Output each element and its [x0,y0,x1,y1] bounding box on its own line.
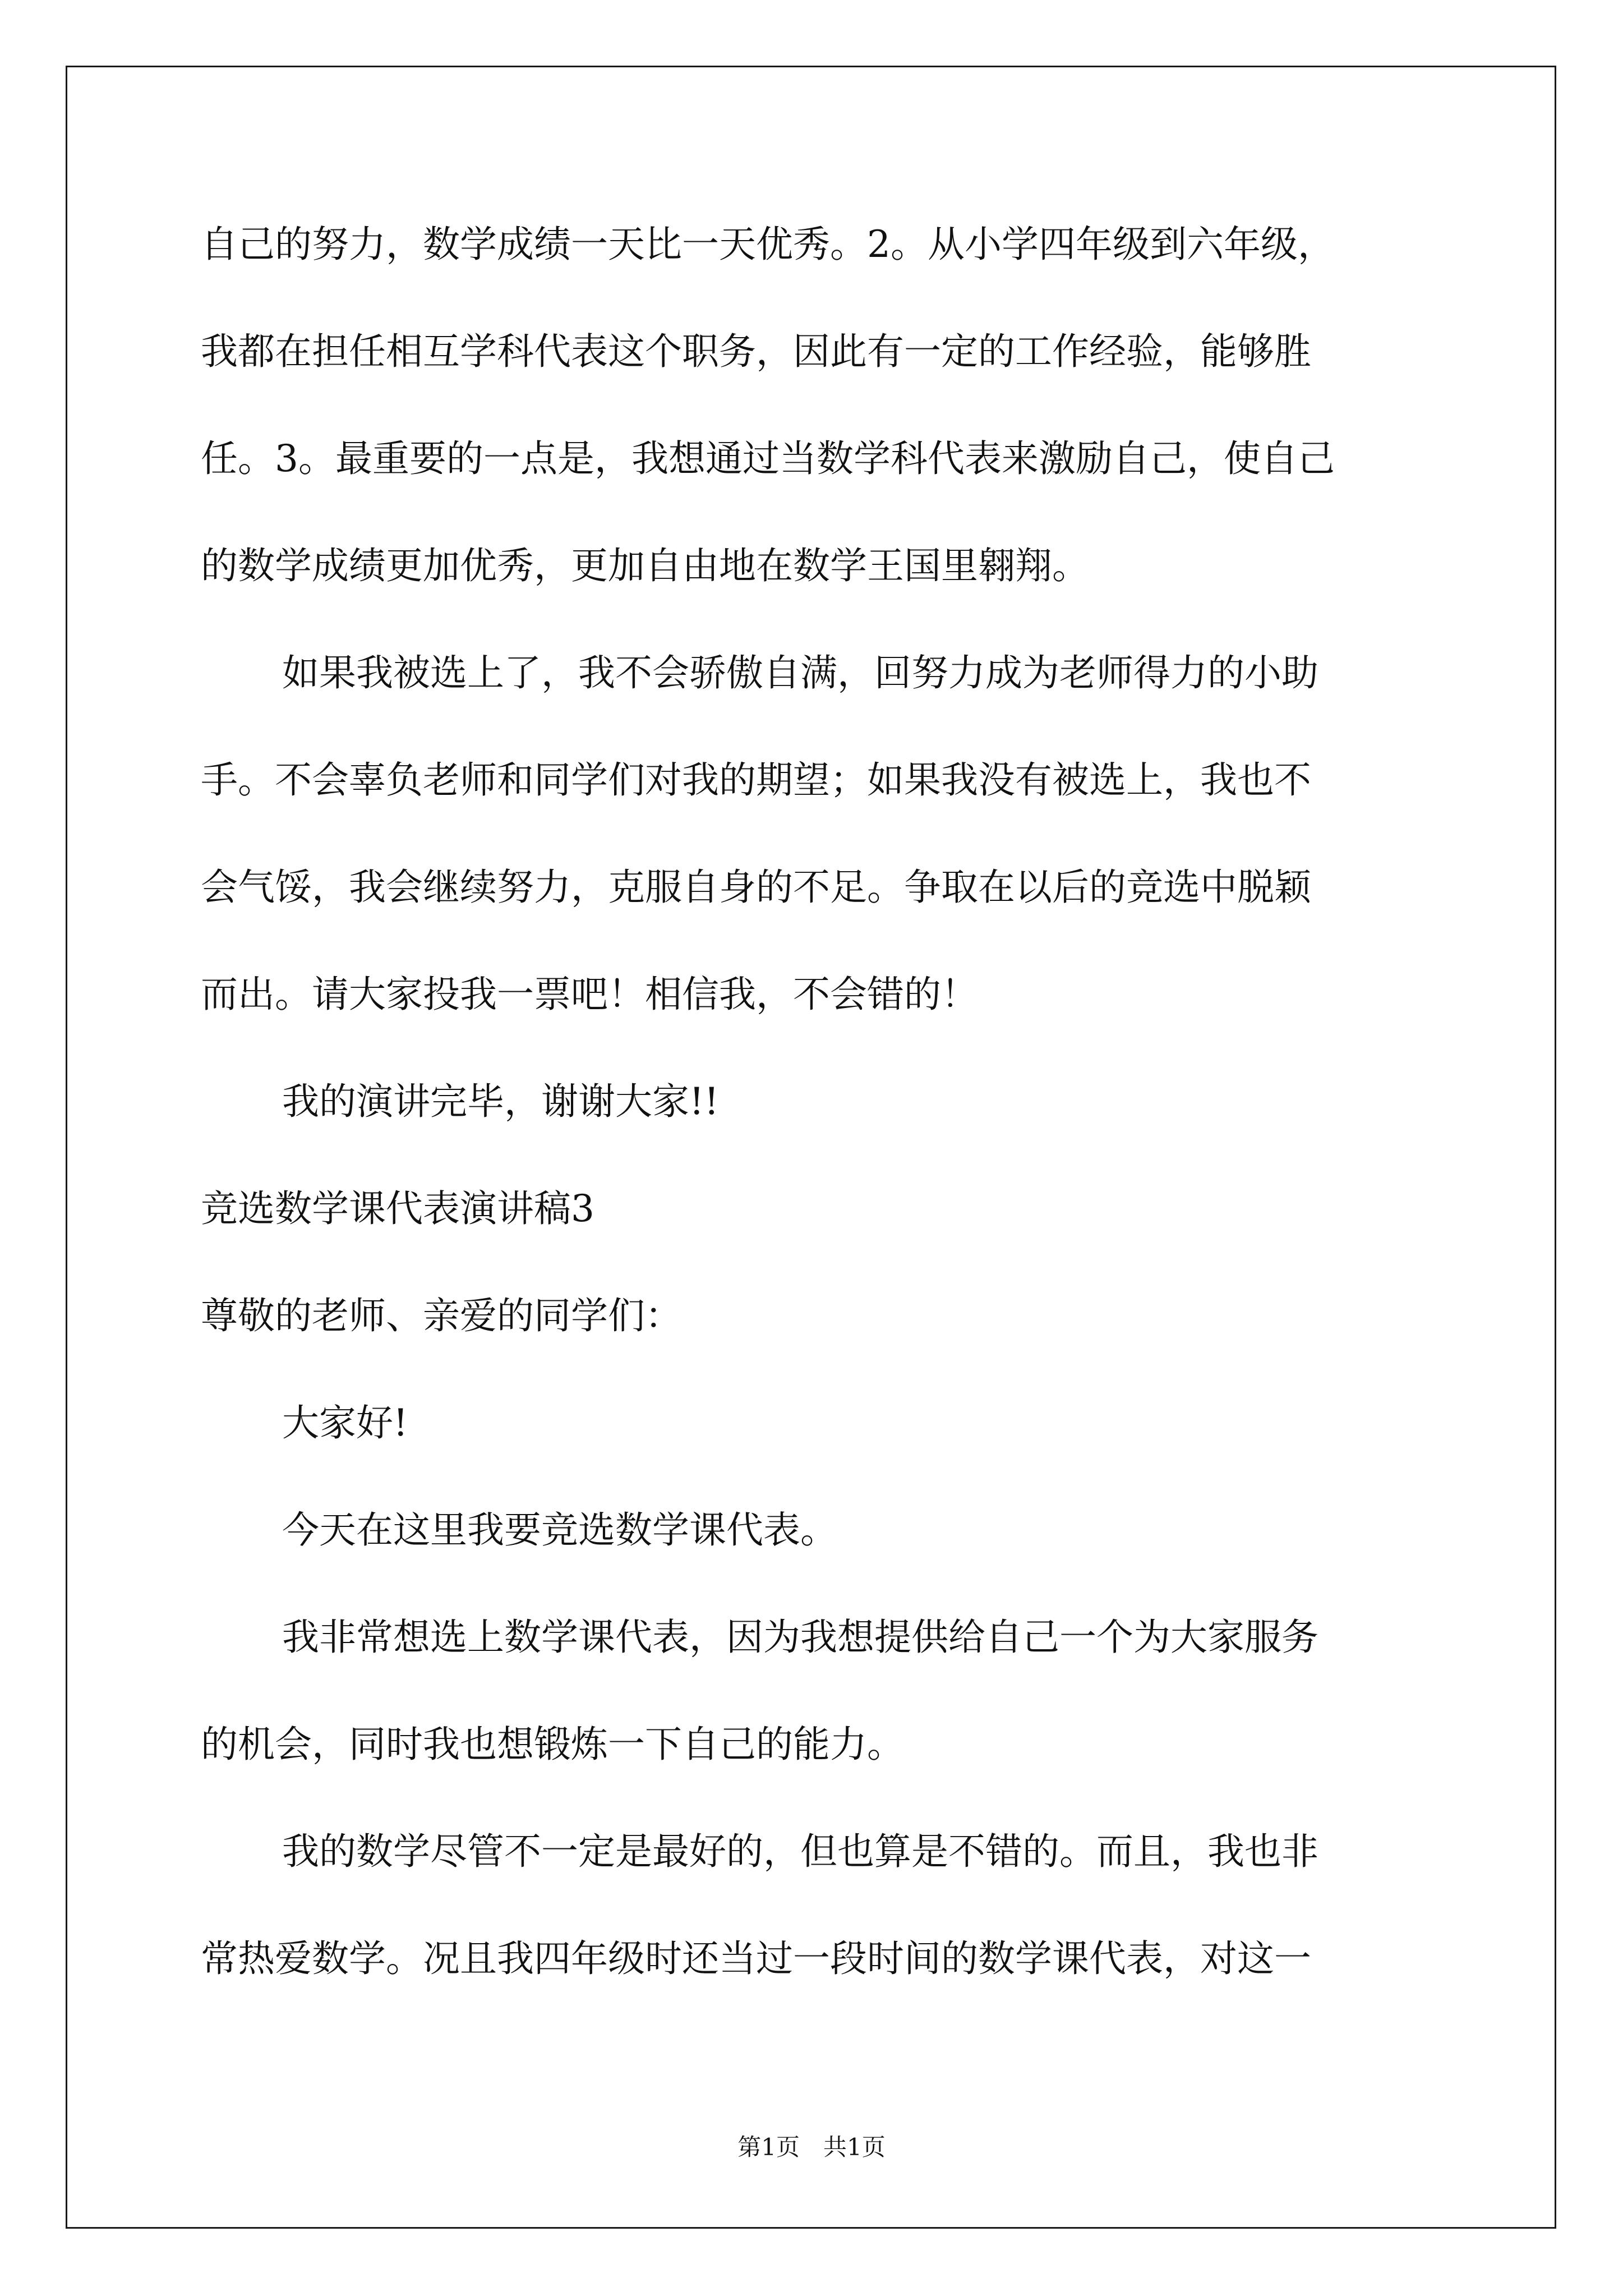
text-line-2: 我都在担任相互学科代表这个职务，因此有一定的工作经验，能够胜 [201,330,1311,373]
salutation: 尊敬的老师、亲爱的同学们： [201,1294,682,1337]
text-line-13: 今天在这里我要竞选数学课代表。 [282,1508,837,1552]
text-line-3: 任。3。最重要的一点是，我想通过当数学科代表来激励自己，使自己 [201,437,1335,480]
text-line-6: 手。不会辜负老师和同学们对我的期望；如果我没有被选上，我也不 [201,758,1311,802]
document-body [201,191,1435,2012]
section-title: 竞选数学课代表演讲稿3 [201,1187,594,1230]
text-line-15: 的机会，同时我也想锻炼一下自己的能力。 [201,1723,904,1766]
text-line-9: 我的演讲完毕，谢谢大家!! [282,1080,720,1123]
text-line-5: 如果我被选上了，我不会骄傲自满，回努力成为老师得力的小助 [282,651,1318,694]
text-line-4: 的数学成绩更加优秀，更加自由地在数学王国里翱翔。 [201,544,1089,587]
text-line-16: 我的数学尽管不一定是最好的，但也算是不错的。而且，我也非 [282,1830,1318,1873]
text-line-14: 我非常想选上数学课代表，因为我想提供给自己一个为大家服务 [282,1616,1318,1659]
page-footer: 第1页 共1页 [737,2133,886,2161]
greeting: 大家好! [282,1401,408,1444]
text-line-8: 而出。请大家投我一票吧！相信我，不会错的！ [201,973,978,1016]
text-line-7: 会气馁，我会继续努力，克服自身的不足。争取在以后的竞选中脱颖 [201,866,1311,909]
text-line-1: 自己的努力，数学成绩一天比一天优秀。2。从小学四年级到六年级， [201,223,1335,266]
text-line-17: 常热爱数学。况且我四年级时还当过一段时间的数学课代表，对这一 [201,1937,1311,1980]
